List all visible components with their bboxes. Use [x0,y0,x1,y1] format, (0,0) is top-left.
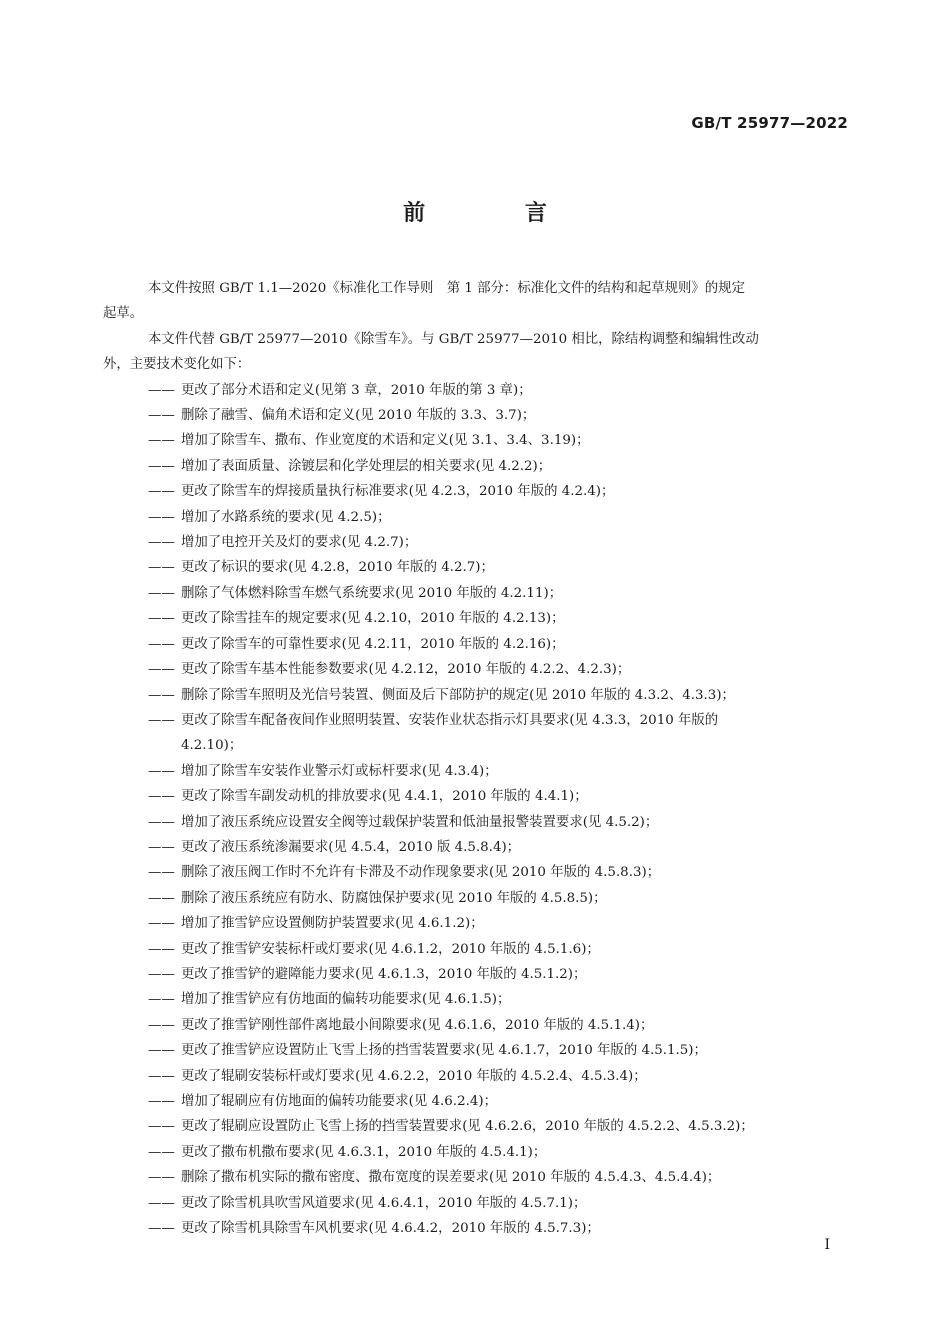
list-item-text: 删除了液压阀工作时不允许有卡滞及不动作现象要求(见 2010 年版的 4.5.8.3)； [181,865,661,881]
list-item [148,886,850,911]
list-item-text: 更改了除雪车副发动机的排放要求(见 4.4.1，2010 年版的 4.4.1)； [181,789,588,805]
list-item-text: 删除了除雪车照明及光信号装置、侧面及后下部防护的规定(见 2010 年版的 4.3.2、4.3.3)； [181,687,735,703]
list-item-text: 删除了撒布机实际的撒布密度、撒布宽度的误差要求(见 2010 年版的 4.5.4.3、4.5.4.4)； [181,1170,721,1186]
list-item-text: 增加了推雪铲应设置侧防护装置要求(见 4.6.1.2)； [181,916,484,932]
list-item [148,683,850,708]
change-list [148,378,850,1242]
paragraph-2-line-1: 本文件代替 GB/T 25977—2010《除雪车》。与 GB/T 25977—2010 相比，除结构调整和编辑性改动 [148,331,759,347]
list-item-dash: —— [148,763,175,779]
paragraph-2-line-2: 外，主要技术变化如下： [103,357,251,373]
list-item-dash: —— [148,966,175,982]
list-item-text: 增加了水路系统的要求(见 4.2.5)； [181,509,391,525]
paragraph-1-line-2: 起草。 [103,306,144,322]
list-item [148,962,850,987]
list-item [148,937,850,962]
list-item-dash: —— [148,712,175,728]
list-item [148,835,850,860]
paragraph-1-line-1: 本文件按照 GB/T 1.1—2020《标准化工作导则 第 1 部分：标准化文件的结构和起草规则》的规定 [148,281,745,296]
list-item-dash: —— [148,484,175,500]
list-item-text: 更改了部分术语和定义(见第 3 章，2010 年版的第 3 章)； [181,382,532,398]
list-item-dash: —— [148,662,175,678]
list-item-dash: —— [148,1068,175,1084]
list-item-text: 更改了除雪车基本性能参数要求(见 4.2.12，2010 年版的 4.2.2、4.2.3)； [181,662,631,678]
list-item-dash: —— [148,535,175,551]
list-item-text: 增加了液压系统应设置安全阀等过载保护装置和低油量报警装置要求(见 4.5.2)； [181,814,659,830]
list-item [148,1191,850,1216]
list-item-text: 删除了液压系统应有防水、防腐蚀保护要求(见 2010 年版的 4.5.8.5)； [181,890,607,906]
list-item-dash: —— [148,839,175,855]
foreword-body [103,276,850,1241]
list-item-text: 更改了辊刷应设置防止飞雪上扬的挡雪装置要求(见 4.6.2.6，2010 年版的 4.5.2.2、4.5.3.2)； [181,1119,754,1135]
list-item-text-continued: 4.2.10)； [181,738,243,754]
list-item-dash: —— [148,890,175,906]
paragraph-1 [103,276,850,327]
list-item-text: 更改了撒布机撒布要求(见 4.6.3.1，2010 年版的 4.5.4.1)； [181,1144,547,1160]
list-item-text: 更改了除雪车的焊接质量执行标准要求(见 4.2.3，2010 年版的 4.2.4)； [181,484,615,500]
list-item-text: 更改了推雪铲应设置防止飞雪上扬的挡雪装置要求(见 4.6.1.7，2010 年版的 4.5.1.5)； [181,1043,707,1059]
list-item [148,860,850,885]
page-title: 前 言 [403,201,593,226]
list-item-dash: —— [148,1195,175,1211]
list-item-dash: —— [148,789,175,805]
list-item [148,1064,850,1089]
list-item-dash: —— [148,408,175,424]
list-item-text: 更改了推雪铲刚性部件离地最小间隙要求(见 4.6.1.6，2010 年版的 4.5.1.4)； [181,1017,654,1033]
list-item-text: 更改了除雪挂车的规定要求(见 4.2.10，2010 年版的 4.2.13)； [181,611,565,627]
list-item-dash: —— [148,814,175,830]
list-item-dash: —— [148,941,175,957]
list-item-text: 删除了气体燃料除雪车燃气系统要求(见 2010 年版的 4.2.11)； [181,585,563,601]
list-item [148,454,850,479]
list-item-text: 删除了融雪、偏角术语和定义(见 2010 年版的 3.3、3.7)； [181,408,536,424]
list-item [148,810,850,835]
list-item [148,708,850,759]
list-item [148,403,850,428]
list-item [148,657,850,682]
list-item-text: 更改了液压系统渗漏要求(见 4.5.4，2010 版 4.5.8.4)； [181,839,521,855]
list-item [148,987,850,1012]
list-item [148,784,850,809]
list-item [148,759,850,784]
list-item [148,1216,850,1241]
list-item-dash: —— [148,1043,175,1059]
list-item-text: 更改了辊刷安装标杆或灯要求(见 4.6.2.2，2010 年版的 4.5.2.4、4.5.3.4)； [181,1068,647,1084]
list-item [148,428,850,453]
page-number: I [824,1237,830,1253]
list-item [148,505,850,530]
list-item-dash: —— [148,1170,175,1186]
list-item-text: 更改了除雪车的可靠性要求(见 4.2.11，2010 年版的 4.2.16)； [181,636,565,652]
list-item-dash: —— [148,865,175,881]
list-item [148,555,850,580]
list-item-text: 更改了除雪车配备夜间作业照明装置、安装作业状态指示灯具要求(见 4.3.3，2010 年版的 [181,712,719,728]
list-item [148,530,850,555]
list-item [148,1140,850,1165]
list-item [148,479,850,504]
list-item-dash: —— [148,611,175,627]
list-item-dash: —— [148,1094,175,1109]
list-item-dash: —— [148,458,175,474]
list-item-text: 增加了推雪铲应有仿地面的偏转功能要求(见 4.6.1.5)； [181,992,511,1008]
list-item [148,606,850,631]
list-item-text: 增加了辊刷应有仿地面的偏转功能要求(见 4.6.2.4)； [181,1094,497,1109]
list-item [148,1038,850,1063]
list-item [148,911,850,936]
list-item-dash: —— [148,585,175,601]
list-item-text: 增加了表面质量、涂镀层和化学处理层的相关要求(见 4.2.2)； [181,458,552,474]
list-item-dash: —— [148,916,175,932]
list-item-text: 更改了除雪机具除雪车风机要求(见 4.6.4.2，2010 年版的 4.5.7.3)； [181,1221,600,1237]
list-item-text: 更改了标识的要求(见 4.2.8，2010 年版的 4.2.7)； [181,560,494,576]
list-item-dash: —— [148,992,175,1008]
list-item-dash: —— [148,687,175,703]
standard-number: GB/T 25977—2022 [691,114,848,132]
list-item [148,1013,850,1038]
list-item-text: 增加了除雪车安装作业警示灯或标杆要求(见 4.3.4)； [181,763,498,779]
list-item-dash: —— [148,1144,175,1160]
list-item-dash: —— [148,560,175,576]
list-item-dash: —— [148,433,175,449]
list-item [148,581,850,606]
list-item [148,1165,850,1190]
list-item-dash: —— [148,509,175,525]
list-item-text: 增加了除雪车、撒布、作业宽度的术语和定义(见 3.1、3.4、3.19)； [181,433,590,449]
list-item [148,378,850,403]
list-item [148,1114,850,1139]
list-item-text: 增加了电控开关及灯的要求(见 4.2.7)； [181,535,418,551]
list-item-dash: —— [148,1221,175,1237]
list-item-dash: —— [148,1017,175,1033]
list-item-dash: —— [148,636,175,652]
list-item [148,632,850,657]
list-item [148,1089,850,1114]
list-item-text: 更改了除雪机具吹雪风道要求(见 4.6.4.1，2010 年版的 4.5.7.1)； [181,1195,587,1211]
list-item-text: 更改了推雪铲的避障能力要求(见 4.6.1.3，2010 年版的 4.5.1.2)； [181,966,587,982]
list-item-dash: —— [148,382,175,398]
paragraph-2 [103,327,850,378]
list-item-dash: —— [148,1119,175,1135]
list-item-text: 更改了推雪铲安装标杆或灯要求(见 4.6.1.2，2010 年版的 4.5.1.6)； [181,941,600,957]
